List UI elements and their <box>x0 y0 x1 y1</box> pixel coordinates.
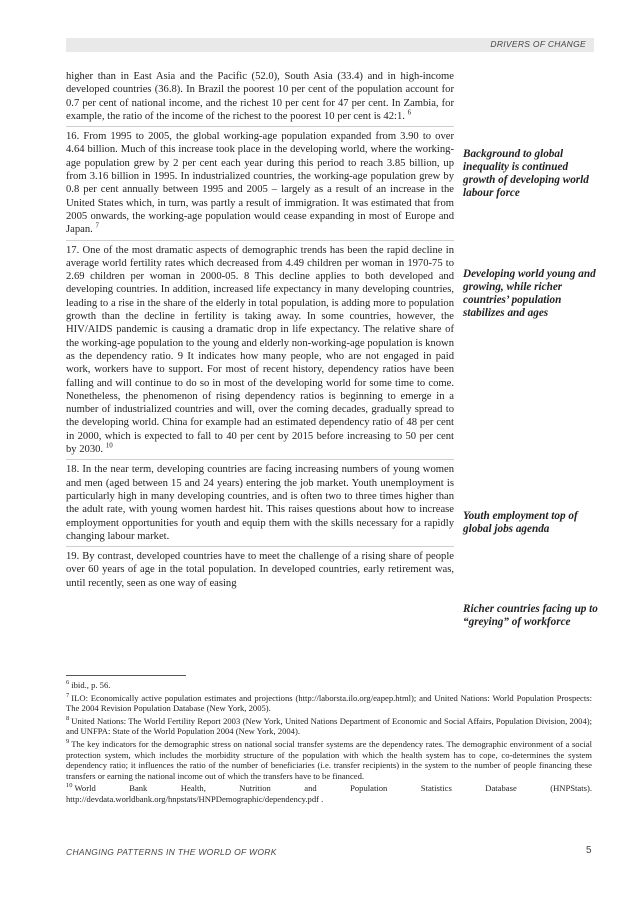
footnote: $^6$ ibid., p. 56. <box>66 679 111 690</box>
paragraph-16: 16. From 1995 to 2005, the global working-age population expanded from 3.90 to over 4.64 billion. Much of this increase took place in the developing world, where the working-age population grew by 2 per cent each year during this period to reach 3.85 billion, up from 3.16 billion in 1995. In industrialized countries, the working-age population grew by 0.8 per cent annually between 1995 and 2005 – largely as a result of an increase in the United States which, in turn, was partly a result of immigration. It was estimated that from 2005 onwards, the working-age population would cease expanding in most of Europe and Japan. $^7$ <box>66 126 454 236</box>
paragraph-19: 19. By contrast, developed countries have to meet the challenge of a rising share of people over 60 years of age in the total population. In developed countries, early retirement was, until recently, seen as one way of easing <box>66 546 454 590</box>
footnote-divider <box>66 675 186 676</box>
footnote-ref: 7 <box>95 221 99 230</box>
footnote: $^7$ ILO: Economically active population estimates and projections (http://laborsta.ilo.org/eapep.html); and United Nations: World Population Prospects: The 2004 Revision Population Database (New York, 2005). <box>66 691 592 714</box>
sidenote-greying-workforce: Richer countries facing up to “greying” of workforce <box>463 603 598 628</box>
sidenote-youth-employment: Youth employment top of global jobs agenda <box>463 510 578 535</box>
footnote-ref: 6 <box>407 108 412 117</box>
sidenote-inequality: Background to global inequality is continued growth of developing world labour force <box>463 148 589 199</box>
paragraph-15-cont: higher than in East Asia and the Pacific (52.0), South Asia (33.4) and in high-income developed countries (36.8). In Brazil the poorest 10 per cent of the population account for 0.7 per cent of national income, and the richest 10 per cent for 47 per cent. In Zambia, for example, the ratio of the income of the richest to the poorest 10 per cent is 42:1. $^6$ <box>66 71 454 122</box>
sidenote-demographics: Developing world young and growing, while richer countries’ population stabilizes and ages <box>463 268 596 319</box>
running-header: DRIVERS OF CHANGE <box>490 39 586 49</box>
page-number: 5 <box>586 845 592 856</box>
footnote: $^9$ The key indicators for the demographic stress on national social transfer systems are the dependency rates. The demographic environment of a social protection system, which includes the morbidity structure of the population with which the health system has to cope, co-determines the system dependency ratio; it influences the ratio of the number of beneficiaries (i.e. transfer recipients) in the system to the number of people financing these transfers or earning the national income out of which the transfers have to be financed. <box>66 738 592 781</box>
paragraph-17: 17. One of the most dramatic aspects of demographic trends has been the rapid decline in average world fertility rates which decreased from 4.49 children per woman in 1970-75 to 2.69 children per woman in 2000-05. 8 This decline applies to both developed and developing countries. In addition, increased life expectancy in many developing countries, leading to a rise in the share of the elderly in total population, is adding more to population growth than the decline in fertility is taking away. In some countries, however, the HIV/AIDS pandemic is causing a dramatic drop in life expectancy. The relative share of the working-age population to the young and elderly non-working-age population is known as the dependency ratio. 9 It indicates how many people, who are not engaged in paid work, workers have to support. For most of recent history, dependency ratios have been falling and will continue to do so in most of the developing world for some time to come. Nonetheless, the phenomenon of rising dependency ratios is beginning to emerge in a number of industrialized countries and will, over the coming decades, gradually spread to the developing world. China for example had an estimated dependency ratio of 48 per cent in 2000, which is expected to fall to 40 per cent by 2015 before increasing to 50 per cent by 2030. $^{10}$ <box>66 240 454 457</box>
footnotes <box>66 680 592 807</box>
footnote: $^8$ United Nations: The World Fertility Report 2003 (New York, United Nations Department of Economic and Social Affairs, Population Division, 2004); and UNFPA: State of the World Population 2004 (New York, 2004). <box>66 714 592 737</box>
running-footer: CHANGING PATTERNS IN THE WORLD OF WORK <box>66 847 277 857</box>
paragraph-18: 18. In the near term, developing countries are facing increasing numbers of young women and men (aged between 15 and 24 years) entering the job market. Youth unemployment is particularly high in many developing countries, and is often two to three times higher than the adult rate, with young women hardest hit. This raises questions about how to increase employment opportunities for youth and equip them with the skills necessary for a rapidly changing labour market. <box>66 459 454 543</box>
main-text-column <box>66 70 454 590</box>
footnote: $^{10}$ World Bank Health, Nutrition and Population Statistics Database (HNPStats). http://devdata.worldbank.org/hnpstats/HNPDemographic/dependency.pdf . <box>66 782 592 804</box>
header-bar <box>66 38 594 52</box>
footnote-ref: 10 <box>105 441 113 450</box>
